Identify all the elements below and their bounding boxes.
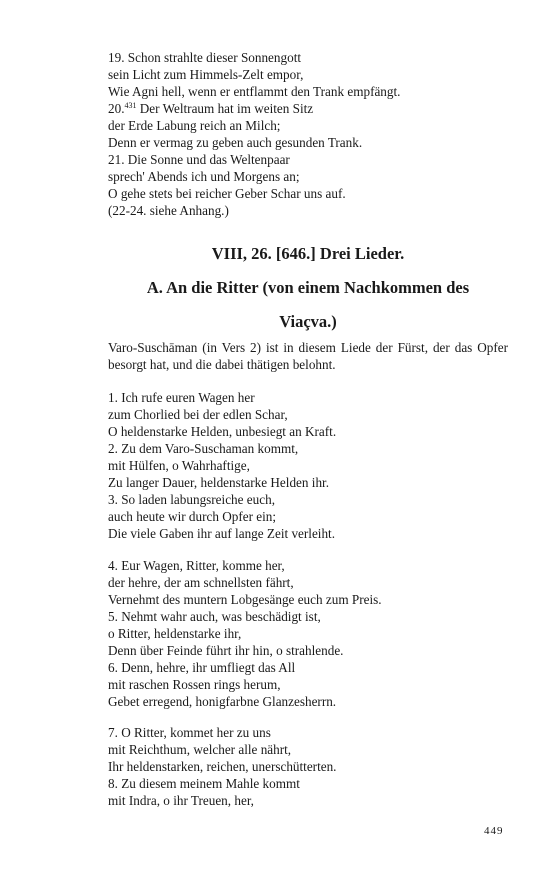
stanza-block-1	[108, 389, 508, 542]
page-number: 449	[484, 825, 504, 837]
verse-line: O gehe stets bei reicher Geber Schar uns auf.	[108, 186, 346, 201]
verse-number: 20.	[108, 101, 125, 116]
footnote-marker[interactable]: 431	[124, 101, 137, 110]
hymn-title: A. An die Ritter (von einem Nachkommen des	[146, 278, 470, 297]
verse-line: mit Indra, o ihr Treuen, her,	[108, 793, 254, 808]
verse-line: 8. Zu diesem meinem Mahle kommt	[108, 776, 300, 791]
stanza-block-3	[108, 724, 508, 809]
verse-line: 21. Die Sonne und das Weltenpaar	[108, 152, 290, 167]
verse-line: Denn über Feinde führt ihr hin, o strahlende.	[108, 643, 344, 658]
verse-line: mit raschen Rossen rings herum,	[108, 677, 281, 692]
verse-line: 3. So laden labungsreiche euch,	[108, 492, 275, 507]
verse-line: (22-24. siehe Anhang.)	[108, 203, 229, 218]
stanza-block-2	[108, 557, 508, 710]
verse-line: Wie Agni hell, wenn er entflammt den Trank empfängt.	[108, 84, 401, 99]
verse-line: O heldenstarke Helden, unbesiegt an Kraft.	[108, 424, 337, 439]
verse-line: 19. Schon strahlte dieser Sonnengott	[108, 50, 302, 65]
verse-line: 5. Nehmt wahr auch, was beschädigt ist,	[108, 609, 321, 624]
verse-line: Die viele Gaben ihr auf lange Zeit verleiht.	[108, 526, 336, 541]
verse-20-line	[108, 100, 508, 117]
verse-line: 7. O Ritter, kommet her zu uns	[108, 725, 271, 740]
hymn-title-continued: Viaçva.)	[279, 312, 337, 331]
verse-line: 2. Zu dem Varo-Suschaman kommt,	[108, 441, 299, 456]
verse-line: o Ritter, heldenstarke ihr,	[108, 626, 242, 641]
verse-line: 4. Eur Wagen, Ritter, komme her,	[108, 558, 285, 573]
verse-line: 1. Ich rufe euren Wagen her	[108, 390, 255, 405]
verse-line: zum Chorlied bei der edlen Schar,	[108, 407, 288, 422]
verse-line: mit Reichthum, welcher alle nährt,	[108, 742, 292, 757]
verse-line: Denn er vermag zu geben auch gesunden Trank.	[108, 135, 363, 150]
verse-block-top	[108, 49, 508, 219]
verse-line: mit Hülfen, o Wahrhaftige,	[108, 458, 250, 473]
verse-line: Vernehmt des muntern Lobgesänge euch zum Preis.	[108, 592, 382, 607]
verse-line: Ihr heldenstarken, reichen, unerschütterten.	[108, 759, 337, 774]
verse-line: der Erde Labung reich an Milch;	[108, 118, 281, 133]
verse-line: Gebet erregend, honigfarbne Glanzesherrn.	[108, 694, 337, 709]
intro-paragraph: Varo-Suschāman (in Vers 2) ist in diesem Liede der Fürst, der das Opfer besorgt hat, und die dabei thätigen belohnt.	[108, 340, 508, 372]
verse-line: sein Licht zum Himmels-Zelt empor,	[108, 67, 304, 82]
verse-line: Zu langer Dauer, heldenstarke Helden ihr.	[108, 475, 330, 490]
verse-line: auch heute wir durch Opfer ein;	[108, 509, 277, 524]
verse-line: 6. Denn, hehre, ihr umfliegt das All	[108, 660, 296, 675]
verse-line: sprech' Abends ich und Morgens an;	[108, 169, 300, 184]
section-heading: VIII, 26. [646.] Drei Lieder.	[211, 244, 405, 263]
verse-text: Der Weltraum hat im weiten Sitz	[136, 101, 314, 116]
verse-line: der hehre, der am schnellsten fährt,	[108, 575, 294, 590]
